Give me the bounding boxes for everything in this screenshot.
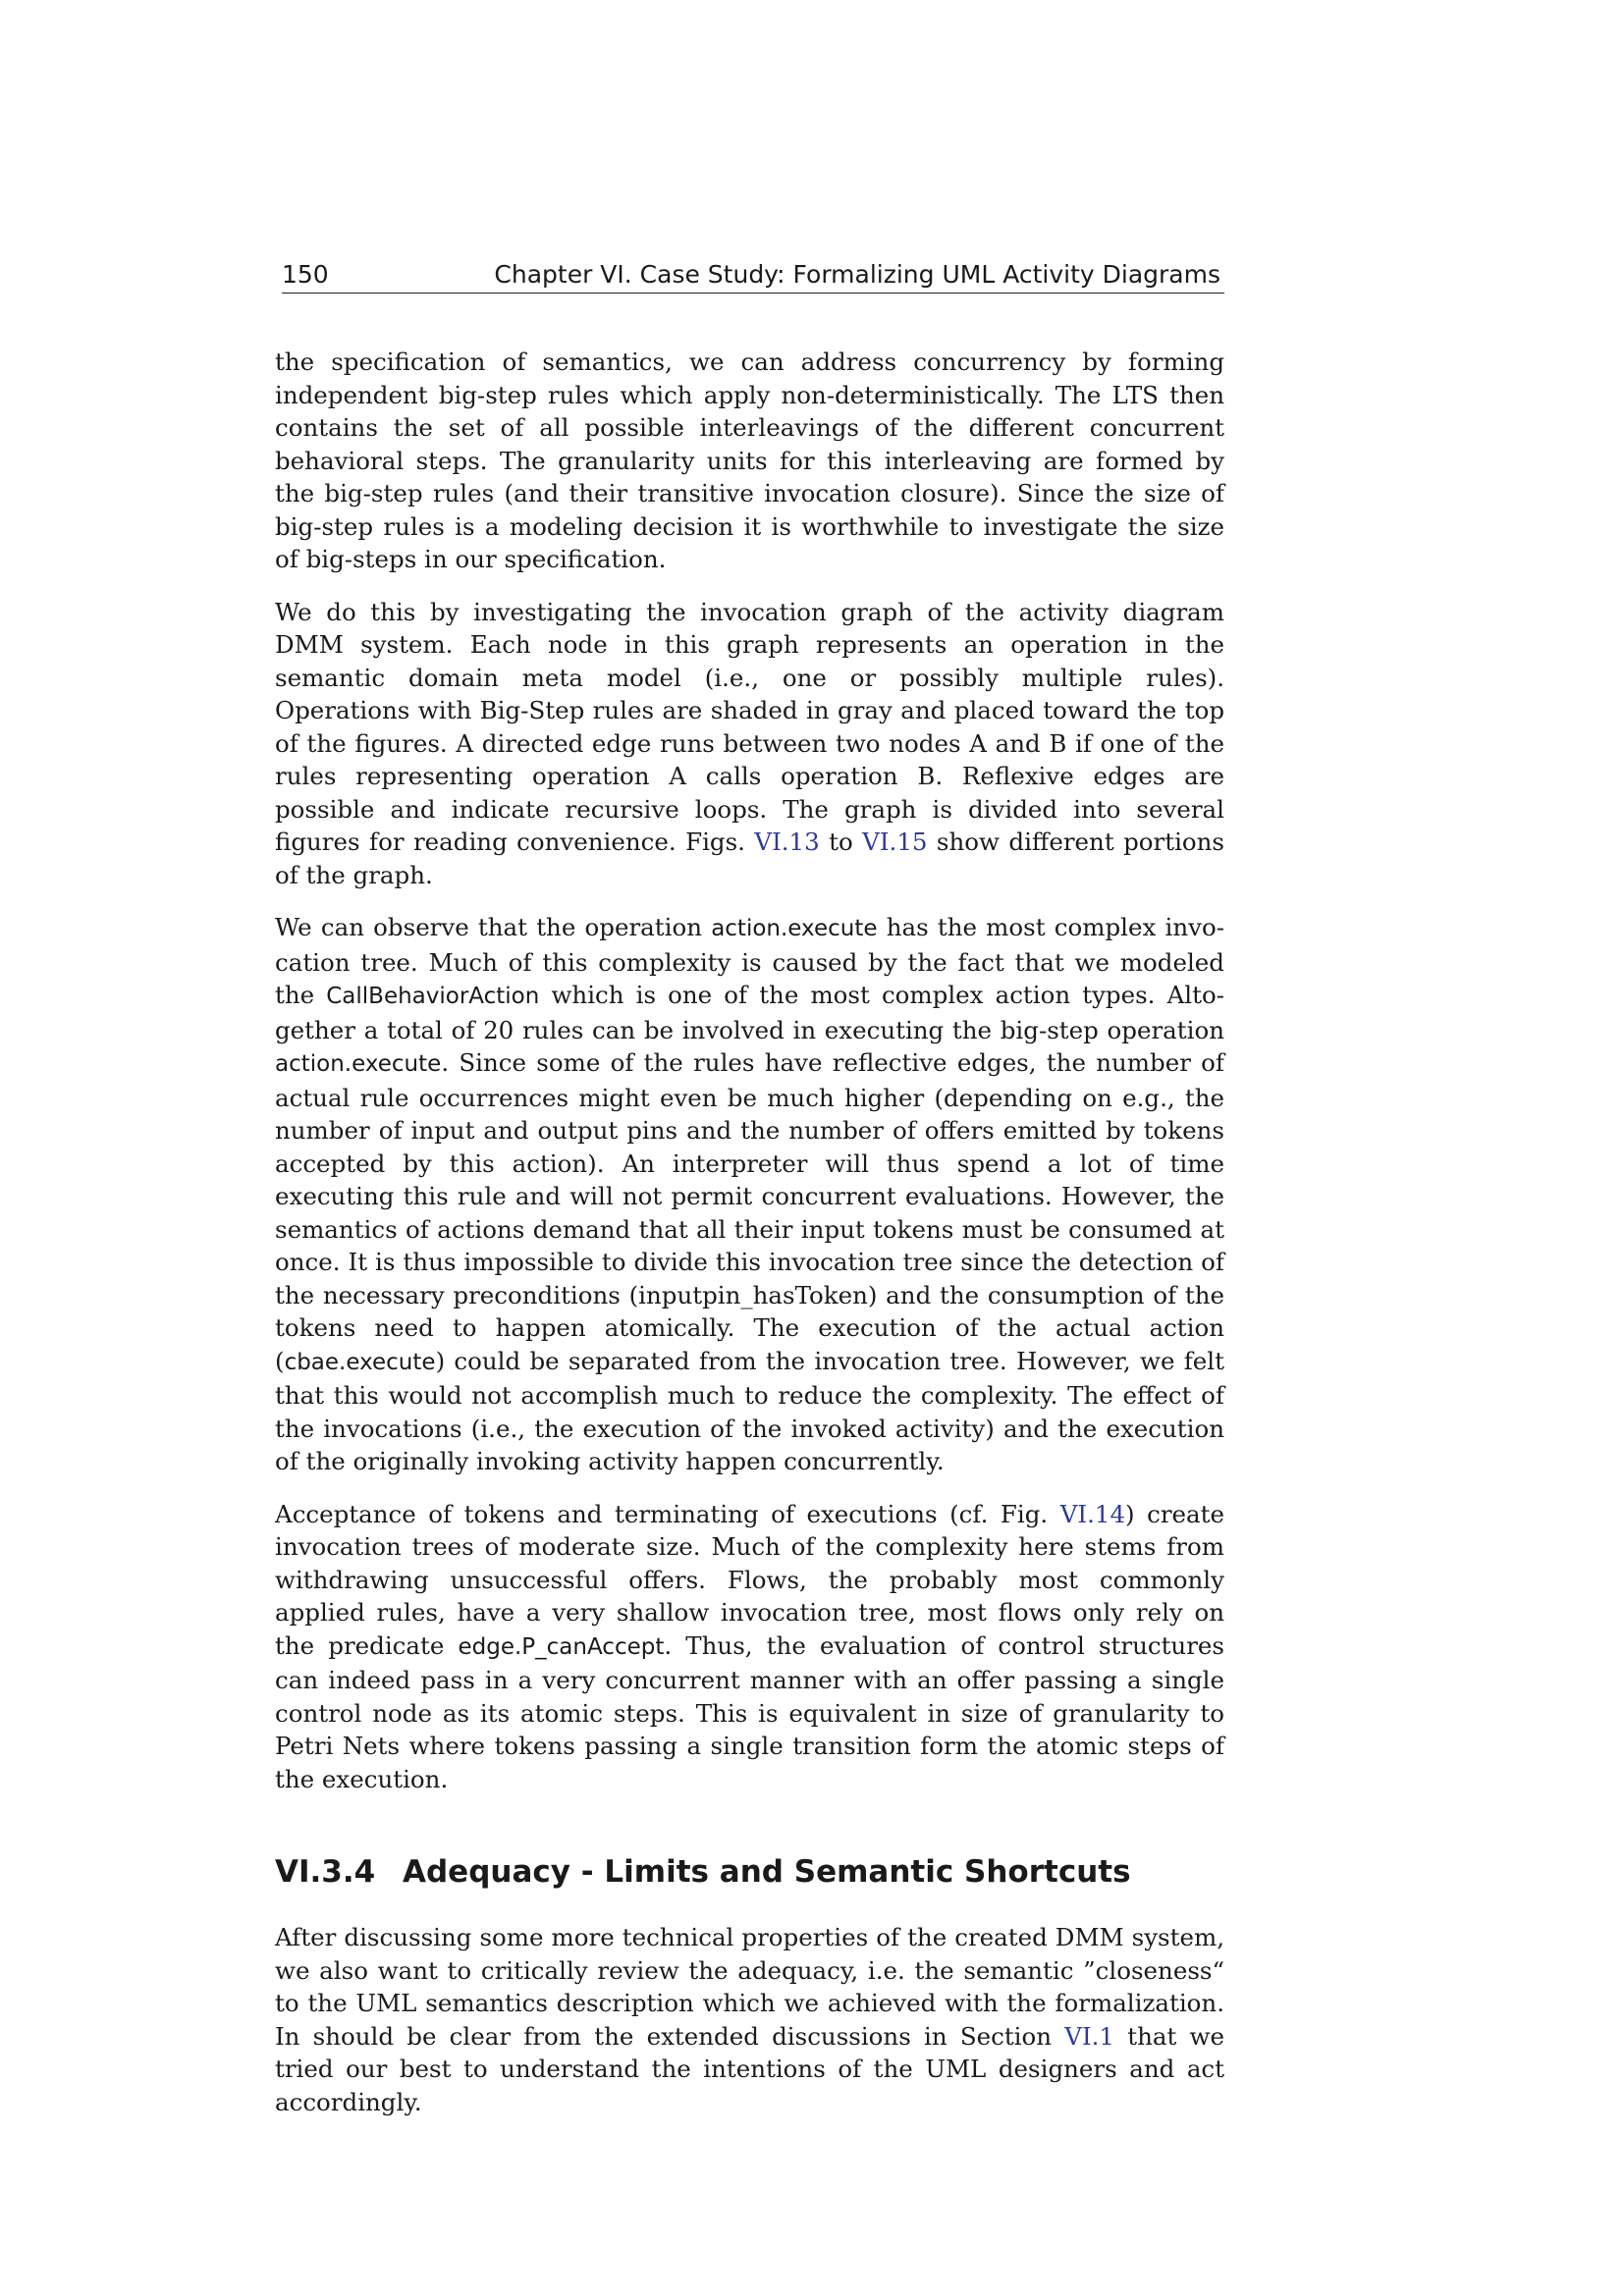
paragraph-3-text-e: ) could be separated from the invocation tree. However, we felt that this would not accomplish much to reduce the complexity. The effect of the invocations (i.e., the execution of the invoked activity) and the execution of the originally invoking activity happen concurrently. (275, 1346, 1224, 1475)
paragraph-4-text-b: ) create invocation trees of moderate size. Much of the complexity here stems from withdrawing unsuccessful offers. Flows, the probably most commonly applied rules, have a very shallow invocation tree, most flows only rely on the predicate (275, 1499, 1224, 1660)
body-text (275, 346, 1224, 2138)
section-heading (275, 1852, 1224, 1892)
paragraph-2-text-a: We do this by investigating the invocation graph of the activity diagram DMM system. Each node in this graph represents an operation in the semantic domain meta model (i.e., one or possibly multiple rules). Operations with Big-Step rules are shaded in gray and placed toward the top of the figures. A directed edge runs between two nodes A and B if one of the rules representing operation A calls operation B. Reflexive edges are possible and indicate recursive loops. The graph is divided into several figures for reading convenience. Figs. (275, 597, 1224, 856)
code-action-execute: action.execute (711, 916, 878, 941)
paragraph-4 (275, 1498, 1224, 1796)
paragraph-3-text-d: . Since some of the rules have reflective edges, the number of actual rule occurrences might even be much higher (depending on e.g., the number of input and output pins and the number of offers emitted by tokens accepted by this action). An interpreter will thus spend a lot of time executing this rule and will not permit concurrent evaluations. However, the semantics of actions demand that all their input tokens must be consumed at once. It is thus impossible to divide this invocation tree since the detection of the necessary preconditions (inputpin_hasToken) and the consumption of the tokens need to happen atomically. The execution of the actual action ( (275, 1048, 1224, 1375)
figure-link-vi-14[interactable]: VI.14 (1059, 1499, 1126, 1528)
code-action-execute-2: action.execute (275, 1051, 442, 1077)
paragraph-3-text-c: which is one of the most complex action types. Altogether a total of 20 rules can be involved in executing the big-step operation (275, 981, 1224, 1044)
code-call-behavior-action: CallBehaviorAction (326, 984, 540, 1009)
page-number: 150 (282, 260, 329, 289)
paragraph-2 (275, 596, 1224, 892)
code-edge-p-canaccept: edge.P_canAccept (458, 1633, 665, 1660)
paragraph-2-text-b: to (819, 828, 863, 856)
paragraph-5-text-a: After discussing some more technical properties of the created DMM system, we also want to critically review the adequacy, i.e. the semantic ”closeness“ to the UML semantics description which we achieved with the formalization. In should be clear from the extended discussions in Section (275, 1923, 1224, 2051)
paragraph-5-text-b: that we tried our best to understand the intentions of the UML designers and act accordingly. (275, 2021, 1224, 2116)
paragraph-2-text-c: show different portions of the graph. (275, 828, 1225, 889)
paragraph-1: the specification of semantics, we can address concurrency by forming independent big-step rules which apply non-deterministically. The LTS then contains the set of all possible interleavings of the different concurrent behavioral steps. The granularity units for this interleaving are formed by the big-step rules (and their transitive invocation closure). Since the size of big-step rules is a modeling decision it is worthwhile to investigate the size of big-steps in our specification. (275, 347, 1224, 573)
code-cbae-execute: cbae.execute (284, 1349, 436, 1375)
paragraph-3-text-a: We can observe that the operation (275, 913, 712, 941)
section-title: Adequacy - Limits and Semantic Shortcuts (403, 1854, 1131, 1890)
paragraph-5 (275, 1921, 1224, 2118)
section-number: VI.3.4 (275, 1854, 376, 1890)
paragraph-3 (275, 911, 1224, 1478)
figure-link-vi-15[interactable]: VI.15 (862, 828, 928, 856)
paragraph-4-text-c: . Thus, the evaluation of control structures can indeed pass in a very concurrent manner with an offer passing a single control node as its atomic steps. This is equivalent in size of granularity to Petri Nets where tokens passing a single transition form the atomic steps of the execution. (275, 1630, 1224, 1793)
running-header (282, 257, 1224, 294)
figure-link-vi-13[interactable]: VI.13 (754, 828, 820, 856)
section-link-vi-1[interactable]: VI.1 (1064, 2021, 1115, 2051)
paragraph-3-text-b: has the most complex invocation tree. Much of this complexity is caused by the fact that we modeled the (275, 913, 1224, 1009)
paragraph-4-text-a: Acceptance of tokens and terminating of executions (cf. Fig. (275, 1499, 1060, 1528)
chapter-title: Chapter VI. Case Study: Formalizing UML Activity Diagrams (494, 260, 1220, 289)
